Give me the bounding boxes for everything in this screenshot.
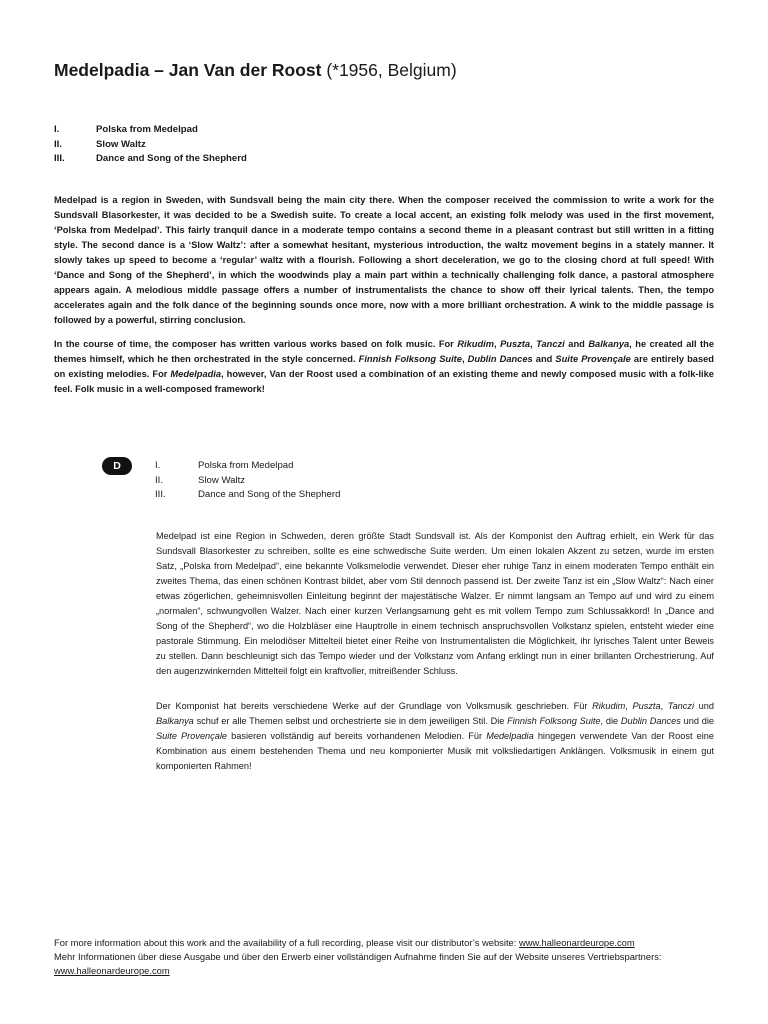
movement-number: III.	[54, 153, 65, 164]
text-run: ,	[625, 701, 633, 711]
work-title: Medelpadia	[486, 731, 534, 741]
movement-number: I.	[54, 124, 60, 135]
movement-title: Slow Waltz	[96, 138, 146, 150]
work-title: Rikudim	[457, 339, 495, 349]
movement-item	[155, 474, 340, 489]
distributor-link-de[interactable]: www.halleonardeurope.com	[54, 964, 170, 976]
movement-item	[155, 488, 340, 503]
text-run: hingegen verwendete Van der Roost eine Kombination aus einem bestehenden Thema und neu komponierter Musik mit volksliedartigen Anklängen. Volksmusik in einem gut komponierten Rahmen!	[156, 731, 714, 771]
title-subtitle: (*1956, Belgium)	[321, 60, 457, 80]
movement-number: I.	[155, 460, 161, 471]
work-title: Medelpadia	[170, 369, 222, 379]
movement-list-de	[155, 459, 340, 503]
distributor-link-en[interactable]: www.halleonardeurope.com	[518, 937, 635, 948]
text-run: , he created all the themes himself, which he then orchestrated in the style concerned.	[54, 339, 714, 364]
text-run: ,	[461, 354, 468, 364]
footer-line-en	[54, 936, 724, 950]
movement-title: Polska from Medelpad	[198, 460, 294, 471]
movement-number: II.	[155, 474, 163, 486]
movement-title: Dance and Song of the Shepherd	[96, 153, 247, 164]
work-title: Rikudim	[592, 701, 626, 711]
work-title: Finnish Folksong Suite	[507, 716, 601, 726]
german-paragraph-1: Medelpad ist eine Region in Schweden, deren größte Stadt Sundsvall ist. Als der Komponist den Auftrag erhielt, ein Werk für das Sundsvall Blasorkester zu schreiben, sollte es eine schwedische Suite werden. Um einen lokalen Akzent zu setzen, wurde im ersten Satz, „Polska from Medelpad“, eine bekannte Volksmelodie verwendet. Dieser eher ruhige Tanz in einem moderaten Tempo enthält ein zweites Thema, das einen schönen Kontrast bildet, aber vom Stil dennoch passend ist. Der zweite Tanz ist ein „Slow Waltz“: Nach einer etwas zögerlichen, geheimnisvollen Einleitung beginnt der majestätische Walzer. Er nimmt langsam an Tempo auf und wird zu einem „normalen“, schwungvollen Walzer. Nach einer kurzen Verlangsamung geht es mit vollem Tempo zum Schlussakkord! In „Dance and Song of the Shepherd“, wo die Holzbläser eine Hauptrolle in einem technisch anspruchsvollen Volkstanz spielen, entsteht wieder eine pastorale Stimmung. Ein melodiöser Mittelteil bietet einer Reihe von Instrumentalisten die Möglichkeit, ihr lyrisches Talent unter Beweis zu stellen. Dann beschleunigt sich das Tempo wieder und der Volkstanz vom Anfang erklingt nun in einer brillanten Orchestrierung. Auf den augenzwinkernden Mittelteil folgt ein kraftvoller, mitreißender Schluss.	[156, 531, 714, 676]
work-title: Finnish Folksong Suite	[358, 354, 462, 364]
text-run: und die	[680, 716, 714, 726]
english-paragraph-2	[54, 337, 714, 397]
text-run: and	[564, 339, 589, 349]
text-run: schuf er alle Themen selbst und orchestrierte sie in dem jeweiligen Stil. Die	[193, 716, 508, 726]
work-title: Puszta	[500, 339, 531, 349]
work-title: Dublin Dances	[620, 716, 681, 726]
work-title: Tanczi	[536, 339, 565, 349]
footer	[54, 936, 724, 977]
language-badge-de: D	[102, 457, 132, 475]
text-run: ,	[494, 339, 501, 349]
footer-line-de	[54, 950, 724, 978]
text-run: Der Komponist hat bereits verschiedene Werke auf der Grundlage von Volksmusik geschrieben. Für	[156, 701, 593, 711]
text-run: and	[532, 354, 556, 364]
movement-number: II.	[54, 138, 62, 150]
movement-title: Slow Waltz	[198, 474, 246, 486]
work-title: Balkanya	[588, 339, 630, 349]
text-run: ,	[660, 701, 668, 711]
text-run: ,	[530, 339, 537, 349]
work-title: Suite Provençale	[156, 731, 228, 741]
text-run: , however, Van der Roost used a combination of an existing theme and newly composed music with a folk-like feel. Folk music in a well-composed framework!	[54, 369, 714, 394]
page-title	[54, 60, 457, 81]
german-paragraph-2	[156, 699, 714, 774]
title-main: Medelpadia – Jan Van der Roost	[54, 60, 322, 80]
work-title: Puszta	[632, 701, 661, 711]
text-run: basieren vollständig auf bereits vorhandenen Melodien. Für	[227, 731, 487, 741]
movement-title: Dance and Song of the Shepherd	[198, 489, 341, 501]
movement-item	[54, 138, 247, 153]
movement-title: Polska from Medelpad	[96, 124, 198, 135]
movement-item	[54, 152, 247, 167]
work-title: Tanczi	[667, 701, 695, 711]
english-paragraph-1: Medelpad is a region in Sweden, with Sundsvall being the main city there. When the composer received the commission to write a work for the Sundsvall Blasorkester, it was decided to be a Swedish suite. To create a local accent, an existing folk melody was used in the first movement, ‘Polska from Medelpad’. This fairly tranquil dance in a moderate tempo contains a second theme in a pleasant contrast but still written in a fitting style. The second dance is a ‘Slow Waltz’: after a somewhat hesitant, mysterious introduction, the waltz movement begins in a stately manner. It slowly takes up speed to become a ‘regular’ waltz with a flourish. Following a short deceleration, we go to the closing chord at full speed! With ‘Dance and Song of the Shepherd’, in which the woodwinds play a main part within a technically challenging folk dance, a pastoral atmosphere appears again. A melodious middle passage offers a number of instrumentalists the chance to show off their lyrical talents. Then, the tempo accelerates again and the folk dance of the beginning sounds once more, now with a more brilliant orchestration. A wink to the middle passage is followed by a powerful, stirring conclusion.	[54, 195, 714, 325]
footer-text-de: Mehr Informationen über diese Ausgabe und über den Erwerb einer vollständigen Aufnahme finden Sie auf der Website unseres Vertriebspartners:	[54, 950, 662, 962]
work-title: Dublin Dances	[467, 354, 533, 364]
movement-item	[54, 123, 247, 138]
work-title: Suite Provençale	[555, 354, 631, 364]
movement-item	[155, 459, 340, 474]
text-run: , die	[600, 716, 621, 726]
work-title: Balkanya	[156, 716, 194, 726]
footer-text-en: For more information about this work and the availability of a full recording, please visit our distributor’s website:	[54, 937, 519, 948]
movement-number: III.	[155, 489, 166, 501]
text-run: und	[694, 701, 714, 711]
movement-list-en	[54, 123, 247, 167]
text-run: In the course of time, the composer has written various works based on folk music. For	[54, 339, 458, 349]
text-run: are entirely based on existing melodies. For	[54, 354, 714, 379]
